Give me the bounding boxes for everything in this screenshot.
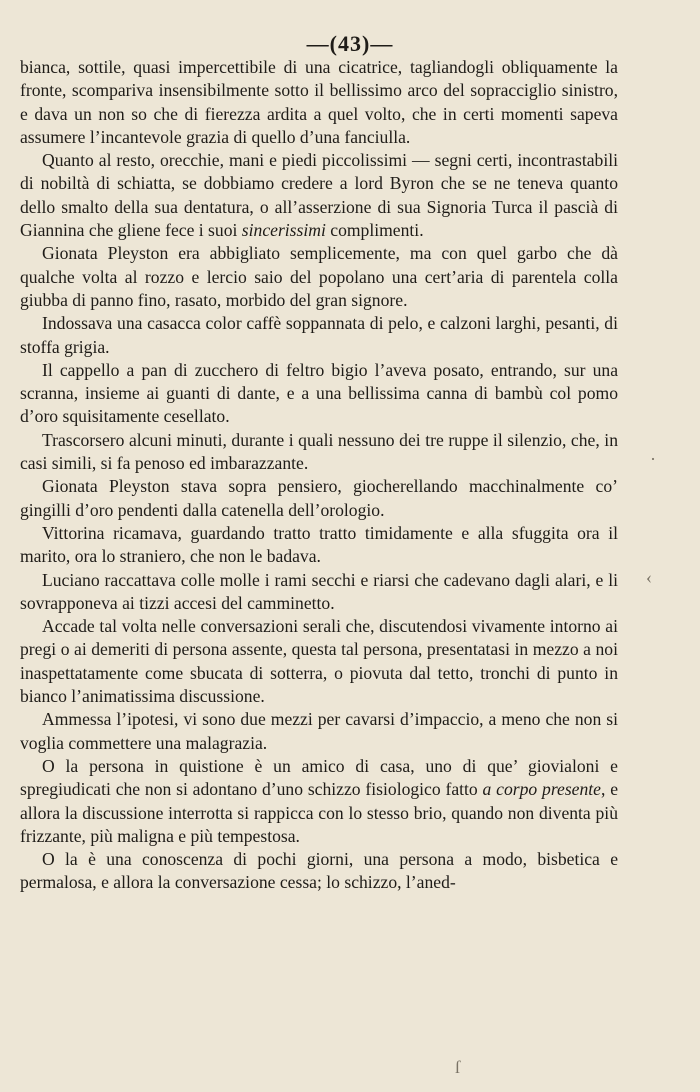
paragraph-p6: Trascorsero alcuni minuti, durante i quali nessuno dei tre ruppe il silenzio, che, in casi simili, si fa penoso ed imbarazzante. xyxy=(20,429,618,474)
paragraph-p7: Gionata Pleyston stava sopra pensiero, giocherellando macchinalmente co’ gingilli d’oro pendenti dalla catenella dell’orologio. xyxy=(20,476,618,520)
paragraph-p12: O la persona in quistione è un amico di casa, uno di que’ giovialoni e spregiudicati che non si adontano d’uno schizzo fisiologico fatto a corpo presente, e allora la discussione interrotta si rappicca con lo stesso brio, quando non diventa più frizzante, più maligna e più tempestosa. xyxy=(20,755,619,846)
margin-speck: ‹ xyxy=(646,567,652,587)
page-number-header: —(43)— xyxy=(306,31,394,56)
paragraph-p5: Il cappello a pan di zucchero di feltro bigio l’aveva posato, entrando, sur una scranna, insieme ai guanti di dante, e a una bellissima canna di bambù col pomo d’oro squisitamente cesellato. xyxy=(20,359,618,427)
paragraph-p9: Luciano raccattava colle molle i rami secchi e riarsi che cadevano dagli alari, e li sovrapponeva ai tizzi accesi del camminetto. xyxy=(20,569,618,613)
italic-emphasis: a corpo presente xyxy=(482,779,601,800)
paragraph-p3: Gionata Pleyston era abbigliato semplicemente, ma con quel garbo che dà qualche volta al rozzo e lercio saio del popolano una cert’aria di parentela colla giubba di panno fino, rasato, morbido del gran signore. xyxy=(20,243,618,310)
paragraph-p8: Vittorina ricamava, guardando tratto tratto timidamente e alla sfuggita ora il marito, ora lo straniero, che non le badava. xyxy=(20,522,618,567)
paragraph-p4: Indossava una casacca color caffè soppannata di pelo, e calzoni larghi, pesanti, di stoffa grigia. xyxy=(20,313,618,357)
paragraph-p11: Ammessa l’ipotesi, vi sono due mezzi per cavarsi d’impaccio, a meno che non si voglia commettere una malagrazia. xyxy=(20,709,618,753)
margin-speck: · xyxy=(650,449,656,469)
page-body-text xyxy=(20,56,618,895)
italic-emphasis: sincerissimi xyxy=(241,220,326,241)
paragraph-p2: Quanto al resto, orecchie, mani e piedi piccolissimi — segni certi, incontrastabili di nobiltà di schiatta, se dobbiamo credere a lord Byron che se ne teneva quanto dello smalto della sua dentatura, o all’asserzione di sua Signoria Turca il pascià di Giannina che gliene fece i suoi sincerissimi complimenti. xyxy=(20,150,618,241)
paragraph-p1: bianca, sottile, quasi impercettibile di una cicatrice, tagliandogli obliquamente la fronte, scompariva insensibilmente sotto il bellissimo arco del sopracciglio sinistro, e dava un non so che di fierezza ardita a quel volto, che in certi momenti sapeva assumere l’incantevole grazia di quello d’una fanciulla. xyxy=(20,57,618,147)
paragraph-p10: Accade tal volta nelle conversazioni serali che, discutendosi vivamente intorno ai pregi o ai demeriti di persona assente, questa tal persona, presentatasi in mezzo a noi inaspettatamente come sbucata di sotterra, o piovuta dal tetto, tronchi di punto in bianco l’animatissima discussione. xyxy=(20,616,618,707)
paragraph-p13: O la è una conoscenza di pochi giorni, una persona a modo, bisbetica e permalosa, e allora la conversazione cessa; lo schizzo, l’aned- xyxy=(20,849,618,893)
bottom-speck: ſ xyxy=(455,1057,461,1077)
